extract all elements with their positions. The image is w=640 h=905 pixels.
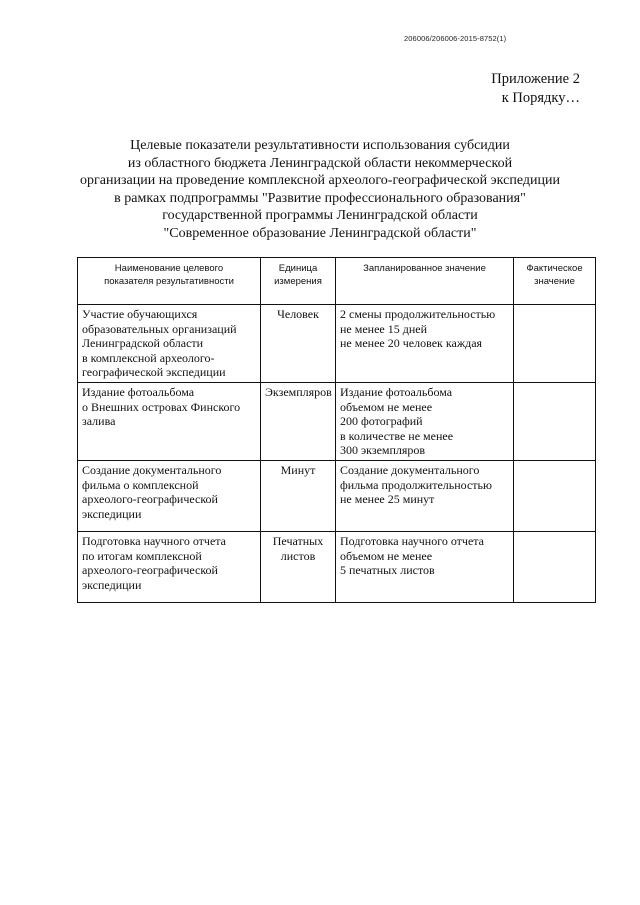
cell-unit: Печатных листов — [261, 531, 336, 602]
cell-indicator-name: Участие обучающихся образовательных организаций Ленинградской области в комплексной археолого- географической экспедиции — [78, 305, 261, 383]
cell-indicator-name: Создание документального фильма о комплексной археолого-географической экспедиции — [78, 460, 261, 531]
table-row — [78, 531, 596, 602]
cell-actual-value — [514, 531, 596, 602]
header-planned-value: Запланированное значение — [336, 258, 514, 305]
header-actual-value: Фактическое значение — [514, 258, 596, 305]
cell-unit: Экземпляров — [261, 382, 336, 460]
cell-indicator-name: Издание фотоальбома о Внешних островах Финского залива — [78, 382, 261, 460]
title-line: государственной программы Ленинградской области — [162, 208, 478, 223]
title-line: организации на проведение комплексной археолого-географической экспедиции — [80, 173, 560, 188]
header-indicator-name: Наименование целевого показателя результативности — [78, 258, 261, 305]
title-line: Целевые показатели результативности использования субсидии — [130, 138, 510, 153]
table-row — [78, 305, 596, 383]
cell-planned-value: Издание фотоальбома объемом не менее 200 фотографий в количестве не менее 300 экземпляров — [336, 382, 514, 460]
cell-planned-value: Создание документального фильма продолжительностью не менее 25 минут — [336, 460, 514, 531]
table-row — [78, 460, 596, 531]
appendix-order-ref: к Порядку… — [501, 90, 580, 106]
title-line: "Современное образование Ленинградской области" — [163, 225, 477, 241]
appendix-number: Приложение 2 — [491, 71, 580, 87]
title-line: в рамках подпрограммы "Развитие профессионального образования" — [114, 190, 526, 206]
table-row — [78, 382, 596, 460]
appendix-reference — [460, 70, 580, 108]
cell-planned-value: 2 смены продолжительностью не менее 15 дней не менее 20 человек каждая — [336, 305, 514, 383]
document-id: 206006/206006-2015-8752(1) — [404, 34, 507, 43]
indicators-table — [77, 257, 596, 603]
cell-indicator-name: Подготовка научного отчета по итогам комплексной археолого-географической экспедиции — [78, 531, 261, 602]
cell-unit: Человек — [261, 305, 336, 383]
document-title — [40, 137, 600, 242]
cell-actual-value — [514, 382, 596, 460]
title-line: из областного бюджета Ленинградской области некоммерческой — [127, 155, 513, 171]
cell-actual-value — [514, 460, 596, 531]
header-unit: Единица измерения — [261, 258, 336, 305]
cell-unit: Минут — [261, 460, 336, 531]
cell-planned-value: Подготовка научного отчета объемом не менее 5 печатных листов — [336, 531, 514, 602]
cell-actual-value — [514, 305, 596, 383]
table-header-row — [78, 258, 596, 305]
